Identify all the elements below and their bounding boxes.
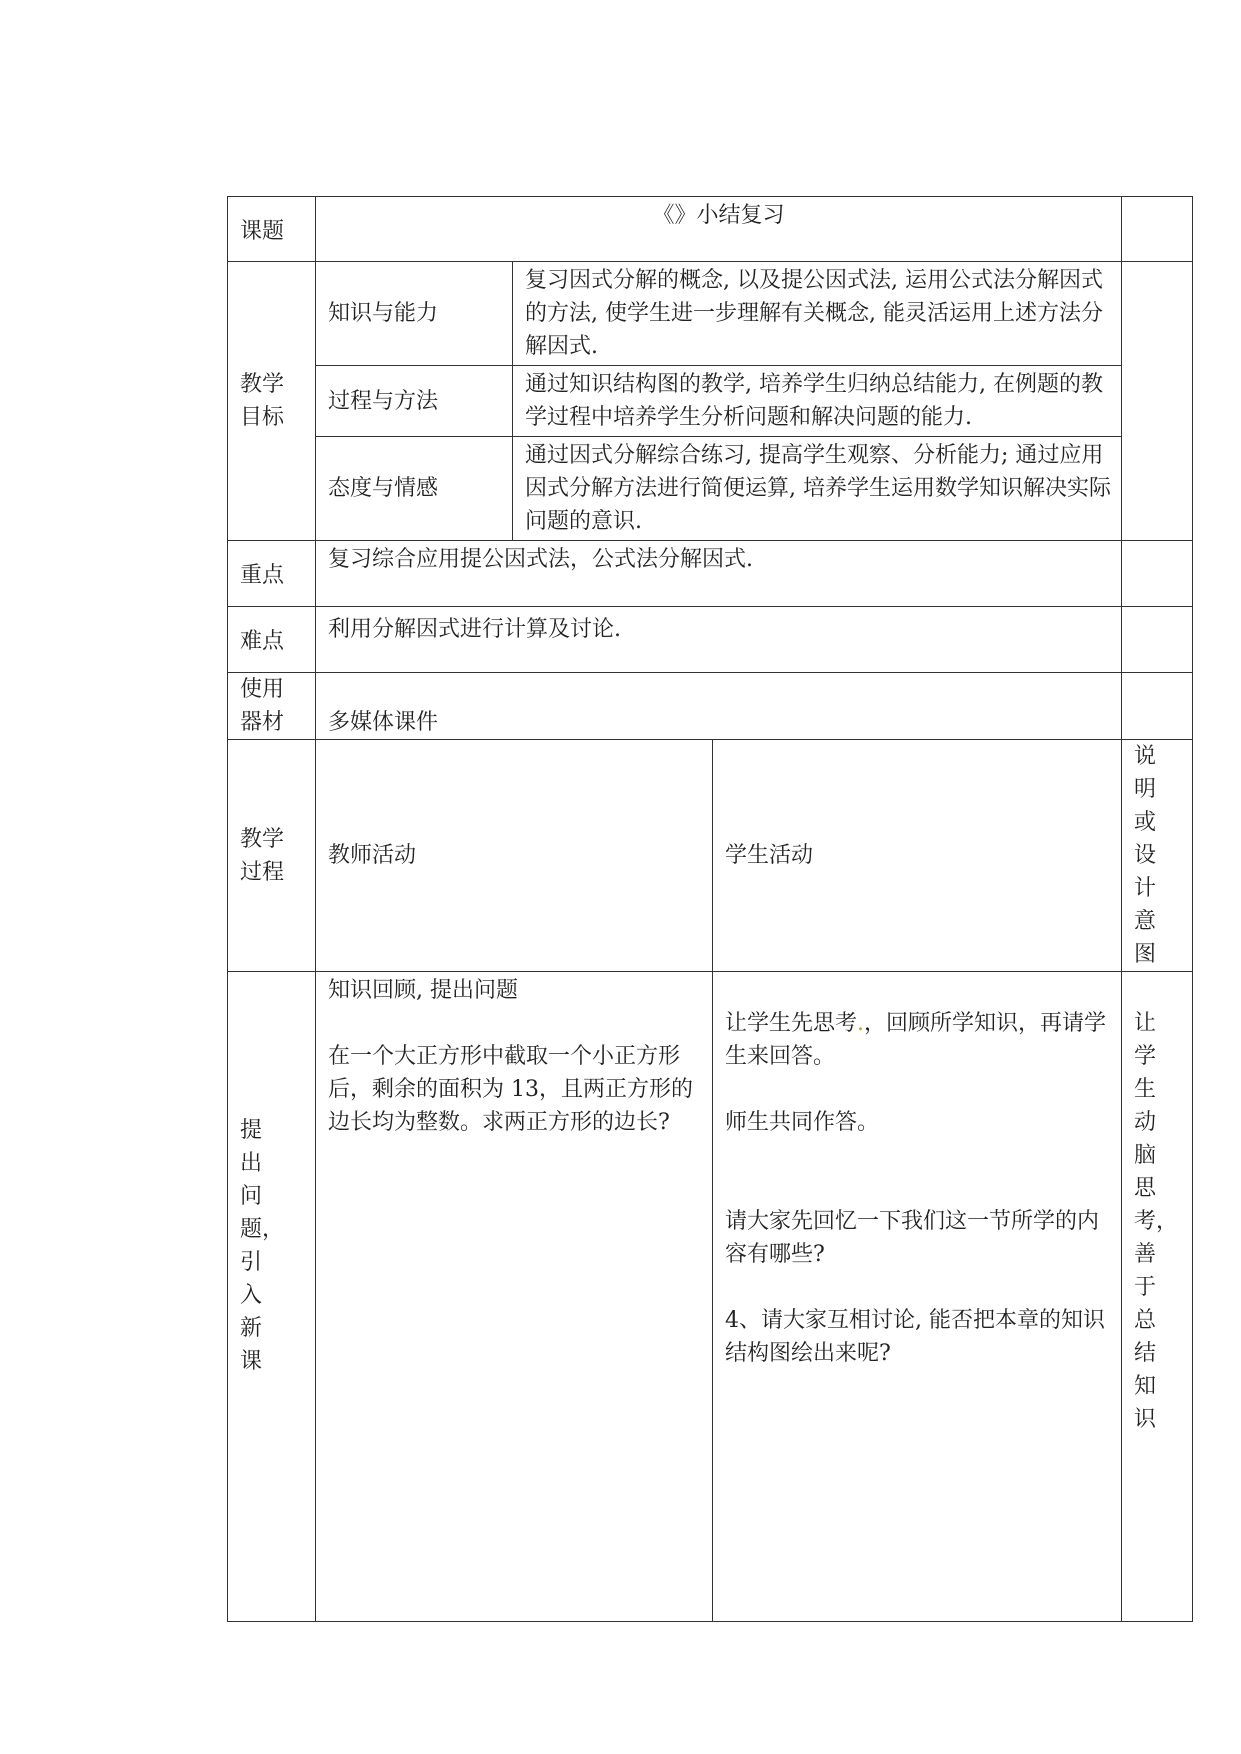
objectives-label-line-2: 目标	[240, 405, 285, 430]
key-point-row	[228, 541, 1193, 607]
objective-text-knowledge: 复习因式分解的概念, 以及提公因式法, 运用公式法分解因式的方法, 使学生进一步理解有关概念, 能灵活运用上述方法分解因式.	[513, 262, 1122, 366]
process-label-line-1: 教学	[240, 826, 285, 852]
notes-header-text: 说明或设计意图	[1134, 744, 1157, 967]
lesson-plan-table	[227, 196, 1193, 1622]
student-activity-cell	[713, 972, 1122, 1622]
student-activity-1a: 让学生先思考	[725, 1011, 858, 1036]
objective-row-1	[228, 262, 1193, 366]
equipment-notes-cell	[1122, 673, 1193, 740]
topic-notes-cell	[1122, 197, 1193, 262]
difficulty-label: 难点	[228, 607, 316, 673]
topic-row	[228, 197, 1193, 262]
equipment-text: 多媒体课件	[316, 673, 1122, 740]
student-activity-1b: ，回顾所学知识，再请学生来回答。	[725, 1011, 1107, 1069]
student-activity-4: 4、请大家互相讨论, 能否把本章的知识结构图绘出来呢?	[725, 1308, 1105, 1366]
teacher-activity-title: 知识回顾, 提出问题	[328, 978, 518, 1003]
process-header-row	[228, 740, 1193, 972]
equipment-label-line-2: 器材	[240, 710, 285, 735]
objectives-label	[228, 262, 316, 541]
difficulty-row	[228, 607, 1193, 673]
student-activity-2: 师生共同作答。	[725, 1110, 880, 1135]
process-label	[228, 740, 316, 972]
teacher-activity-problem: 在一个大正方形中截取一个小正方形后，剩余的面积为 13，且两正方形的边长均为整数。求两正方形的边长?	[328, 1044, 693, 1135]
objective-row-2	[228, 366, 1193, 437]
key-point-label: 重点	[228, 541, 316, 607]
difficulty-text: 利用分解因式进行计算及讨论.	[316, 607, 1122, 673]
objective-name-attitude: 态度与情感	[316, 437, 513, 541]
student-activity-header: 学生活动	[713, 740, 1122, 972]
teacher-activity-header: 教师活动	[316, 740, 713, 972]
difficulty-notes-cell	[1122, 607, 1193, 673]
process-label-line-2: 过程	[240, 859, 285, 885]
objectives-label-line-1: 教学	[240, 372, 285, 397]
objective-text-attitude: 通过因式分解综合练习, 提高学生观察、分析能力; 通过应用因式分解方法进行简便运算, 培养学生运用数学知识解决实际问题的意识.	[513, 437, 1122, 541]
notes-header	[1122, 740, 1193, 972]
topic-label: 课题	[228, 197, 316, 262]
stage-label	[228, 972, 316, 1622]
notes-cell	[1122, 972, 1193, 1622]
equipment-row	[228, 673, 1193, 740]
topic-title: 《》小结复习	[316, 197, 1122, 262]
stage-row	[228, 972, 1193, 1622]
highlight-dot: .	[857, 1011, 865, 1036]
objective-row-3	[228, 437, 1193, 541]
objective-name-knowledge: 知识与能力	[316, 262, 513, 366]
equipment-label	[228, 673, 316, 740]
key-point-text: 复习综合应用提公因式法，公式法分解因式.	[316, 541, 1122, 607]
equipment-label-line-1: 使用	[240, 677, 285, 702]
key-point-notes-cell	[1122, 541, 1193, 607]
notes-text: 让学生动脑思考，善于总结知识	[1134, 1011, 1179, 1432]
student-activity-1	[725, 1007, 1113, 1073]
objectives-notes-cell	[1122, 262, 1193, 541]
teacher-activity-cell	[316, 972, 713, 1622]
stage-label-text: 提出问题，引入新课	[240, 1118, 285, 1374]
student-activity-3: 请大家先回忆一下我们这一节所学的内容有哪些?	[725, 1209, 1100, 1267]
objective-text-process: 通过知识结构图的教学, 培养学生归纳总结能力, 在例题的教学过程中培养学生分析问题和解决问题的能力.	[513, 366, 1122, 437]
objective-name-process: 过程与方法	[316, 366, 513, 437]
